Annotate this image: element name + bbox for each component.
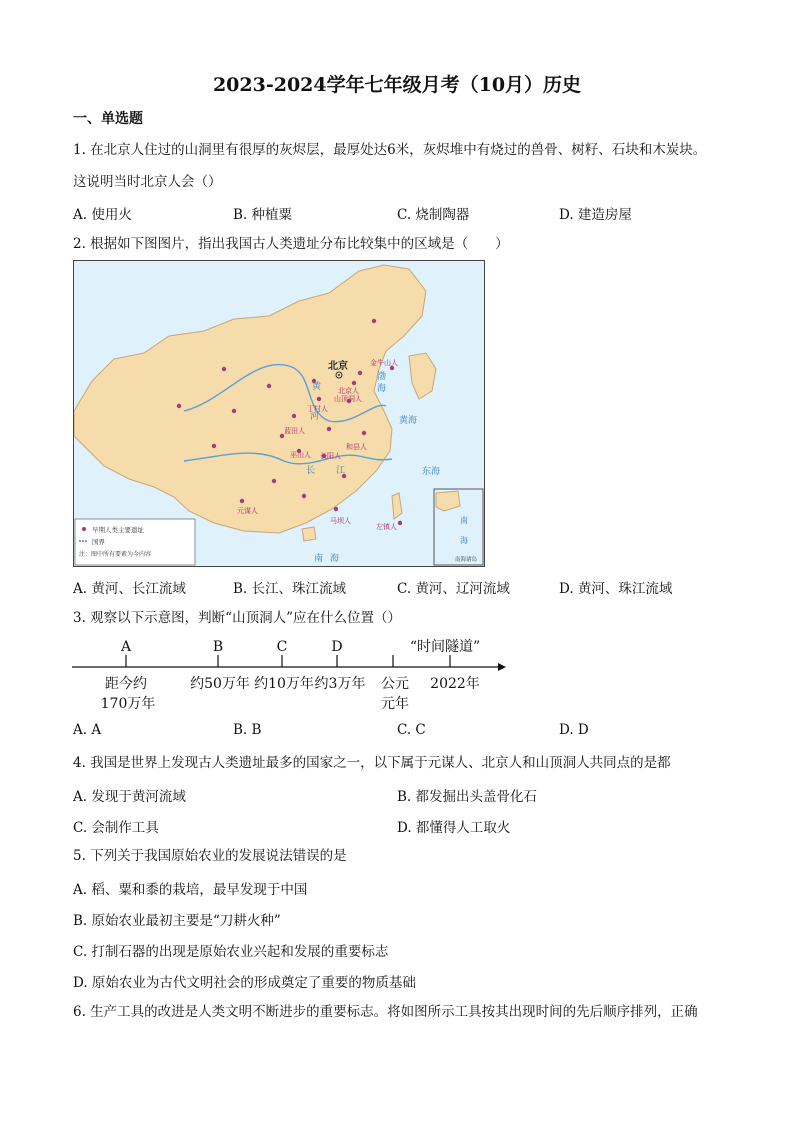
timeline-tunnel-label: “时间隧道” — [409, 639, 481, 655]
q4-option-d[interactable]: D. 都懂得人工取火 — [397, 820, 511, 836]
q2-option-c[interactable]: C. 黄河、辽河流域 — [397, 581, 510, 597]
site-label: 长阳人 — [320, 452, 341, 460]
site-label: 北京人 — [338, 387, 359, 395]
q3-stem: 3. 观察以下示意图，判断“山顶洞人”应在什么位置（） — [73, 610, 401, 626]
timeline-point-b: B — [212, 639, 224, 655]
site-label: 山顶洞人 — [334, 395, 362, 403]
timeline-label: 公元 — [381, 676, 409, 692]
inset-label: 南海诸岛 — [455, 557, 478, 563]
q1-option-c[interactable]: C. 烧制陶器 — [397, 207, 470, 223]
inset-sea-label: 海 — [460, 536, 468, 545]
ancient-sites-map — [73, 260, 485, 567]
time-tunnel-timeline — [70, 632, 510, 717]
timeline-arrow — [498, 663, 506, 671]
q5-stem: 5. 下列关于我国原始农业的发展说法错误的是 — [73, 848, 347, 864]
timeline-label: 170万年 — [100, 696, 156, 712]
page-title: 2023-2024学年七年级月考（10月）历史 — [212, 74, 582, 96]
timeline-label: 2022年 — [430, 676, 480, 692]
site-label: 金牛山人 — [370, 359, 398, 367]
river-label: 河 — [310, 412, 320, 422]
site-label: 元谋人 — [237, 507, 258, 515]
q4-stem: 4. 我国是世界上发现古人类遗址最多的国家之一，以下属于元谋人、北京人和山顶洞人共同点的是都 — [73, 755, 671, 771]
q4-option-c[interactable]: C. 会制作工具 — [73, 820, 159, 836]
timeline-label: 元年 — [381, 696, 409, 712]
q3-option-d[interactable]: D. D — [559, 722, 589, 738]
q4-option-b[interactable]: B. 都发掘出头盖骨化石 — [397, 789, 538, 805]
q4-option-a[interactable]: A. 发现于黄河流域 — [73, 789, 186, 805]
q2-stem: 2. 根据如下图图片，指出我国古人类遗址分布比较集中的区域是（ ） — [73, 236, 509, 252]
sea-label: 南 — [314, 554, 324, 564]
q5-option-c[interactable]: C. 打制石器的出现是原始农业兴起和发展的重要标志 — [73, 944, 389, 960]
timeline-point-a: A — [120, 639, 132, 655]
inset-sea-label: 南 — [460, 516, 468, 525]
legend-note: 注：图中所有要素为今内容 — [79, 551, 152, 558]
sea-label: 海 — [330, 554, 340, 564]
q3-option-a[interactable]: A. A — [73, 722, 102, 738]
site-label: 和县人 — [346, 443, 367, 451]
site-label: 巫山人 — [290, 451, 311, 459]
q1-stem-line1: 1. 在北京人住过的山洞里有很厚的灰烬层，最厚处达6米，灰烬堆中有烧过的兽骨、树籽、石块和木炭块。 — [73, 142, 707, 158]
section-heading: 一、单选题 — [73, 111, 143, 127]
legend-item-border: 国界 — [92, 538, 105, 546]
site-label: 蓝田人 — [284, 427, 305, 435]
sea-label: 东海 — [422, 467, 441, 477]
site-label: 左镇人 — [376, 523, 397, 531]
q1-option-d[interactable]: D. 建造房屋 — [559, 207, 632, 223]
timeline-label: 约10万年 — [254, 676, 314, 692]
china-map-svg — [74, 261, 484, 566]
river-label: 江 — [336, 466, 346, 476]
q2-option-b[interactable]: B. 长江、珠江流域 — [233, 581, 347, 597]
legend-item-sites: 早期人类主要遗址 — [92, 526, 144, 534]
q1-option-b[interactable]: B. 种植粟 — [233, 207, 293, 223]
q2-option-d[interactable]: D. 黄河、珠江流域 — [559, 581, 673, 597]
q5-option-d[interactable]: D. 原始农业为古代文明社会的形成奠定了重要的物质基础 — [73, 975, 416, 991]
river-label: 黄 — [312, 382, 322, 392]
q1-option-a[interactable]: A. 使用火 — [73, 207, 132, 223]
site-label: 丁村人 — [307, 405, 328, 413]
q3-option-b[interactable]: B. B — [233, 722, 262, 738]
map-city-beijing: 北京 — [328, 361, 348, 372]
timeline-point-c: C — [276, 639, 288, 655]
timeline-label: 约50万年 — [190, 676, 250, 692]
sea-label: 渤 — [377, 372, 387, 382]
site-label: 马坝人 — [330, 517, 351, 525]
river-label: 长 — [306, 466, 316, 476]
q6-stem: 6. 生产工具的改进是人类文明不断进步的重要标志。将如图所示工具按其出现时间的先后顺序排列，正确 — [73, 1004, 698, 1020]
q1-stem-line2: 这说明当时北京人会（） — [73, 174, 222, 190]
q3-option-c[interactable]: C. C — [397, 722, 426, 738]
q5-option-b[interactable]: B. 原始农业最初主要是“刀耕火种” — [73, 913, 281, 929]
q2-option-a[interactable]: A. 黄河、长江流域 — [73, 581, 186, 597]
q5-option-a[interactable]: A. 稻、粟和黍的栽培，最早发现于中国 — [73, 882, 308, 898]
sea-label: 海 — [377, 384, 387, 394]
sea-label: 黄海 — [399, 416, 418, 426]
timeline-svg — [70, 632, 510, 717]
timeline-label: 约3万年 — [314, 676, 366, 692]
timeline-point-d: D — [331, 639, 343, 655]
timeline-label: 距今约 — [105, 676, 147, 692]
